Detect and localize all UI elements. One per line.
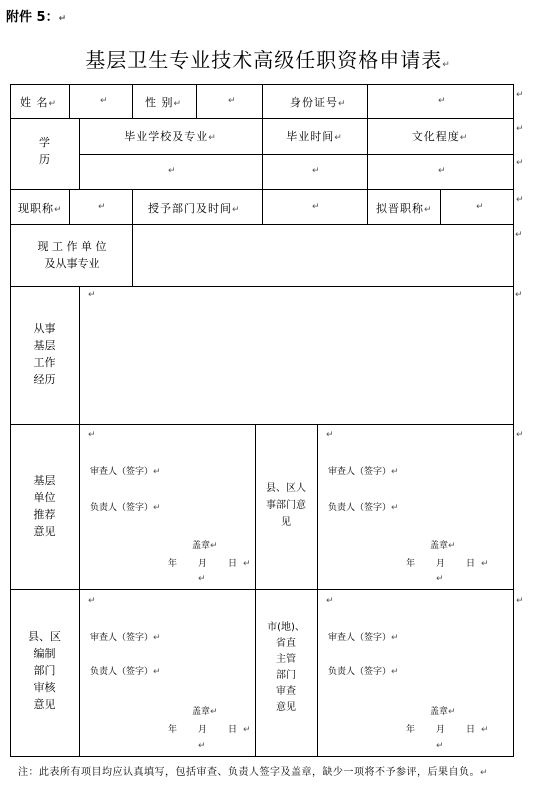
current-title-value[interactable]: ↵ — [98, 202, 106, 212]
granting-dept-value[interactable]: ↵ — [312, 202, 320, 212]
work-experience-value[interactable]: ↵ — [88, 290, 96, 300]
hr-seal: 盖章↵ — [430, 541, 456, 551]
county-staffing-value[interactable]: ↵ — [88, 596, 96, 606]
proposed-title-value[interactable]: ↵ — [476, 202, 484, 212]
name-label: 姓 名↵ — [20, 96, 58, 109]
prov-date: 年 月 日↵ — [406, 725, 495, 735]
hr-reviewer-sign: 审查人（签字）↵ — [328, 467, 399, 477]
prov-reviewer-sign: 审查人（签字）↵ — [328, 633, 399, 643]
row2a-end-mark: ↵ — [516, 124, 524, 134]
unit-reviewer-sign: 审查人（签字）↵ — [90, 467, 161, 477]
page-title: 基层卫生专业技术高级任职资格申请表↵ — [85, 48, 451, 72]
attachment-label: 附件 5：↵ — [6, 10, 67, 25]
id-number-value[interactable]: ↵ — [438, 96, 446, 106]
row5-end-mark: ↵ — [515, 290, 523, 300]
unit-date: 年 月 日↵ — [168, 559, 257, 569]
school-major-value[interactable]: ↵ — [168, 166, 176, 176]
graduation-time-value[interactable]: ↵ — [312, 166, 320, 176]
gender-value[interactable]: ↵ — [228, 96, 236, 106]
name-value[interactable]: ↵ — [100, 96, 108, 106]
staffing-end-mark: ↵ — [198, 741, 206, 751]
prov-seal: 盖章↵ — [430, 707, 456, 717]
county-staffing-label: 县、区 编制 部门 审核 意见 — [28, 630, 61, 711]
graduation-time-header: 毕业时间↵ — [286, 130, 343, 143]
row1-end-mark: ↵ — [516, 90, 524, 100]
prov-end-mark: ↵ — [436, 741, 444, 751]
hr-date: 年 月 日↵ — [406, 559, 495, 569]
unit-recommendation-value[interactable]: ↵ — [88, 430, 96, 440]
work-unit-value[interactable]: ↵ — [515, 230, 523, 240]
county-hr-label: 县、区人 事部门意 见 — [266, 483, 306, 528]
row6-end-mark: ↵ — [516, 430, 524, 440]
provincial-review-label: 市(地)、 省直 主管 部门 审查 意见 — [267, 622, 305, 713]
education-level-value[interactable]: ↵ — [438, 166, 446, 176]
work-experience-label: 从事 基层 工作 经历 — [33, 322, 56, 386]
prov-responsible-sign: 负责人（签字）↵ — [328, 667, 399, 677]
provincial-review-value[interactable]: ↵ — [326, 596, 334, 606]
school-major-header: 毕业学校及专业↵ — [124, 130, 217, 143]
current-title-label: 现职称↵ — [18, 202, 63, 215]
staffing-date: 年 月 日↵ — [168, 725, 257, 735]
proposed-title-label: 拟晋职称↵ — [376, 202, 433, 215]
work-unit-label: 现 工 作 单 位 及从事专业 — [37, 240, 107, 270]
row2b-end-mark: ↵ — [516, 158, 524, 168]
gender-label: 性 别↵ — [145, 96, 183, 109]
unit-responsible-sign: 负责人（签字）↵ — [90, 503, 161, 513]
education-label: 学 历 — [39, 136, 50, 166]
county-hr-value[interactable]: ↵ — [326, 430, 334, 440]
hr-end-mark: ↵ — [436, 574, 444, 584]
staffing-seal: 盖章↵ — [192, 707, 218, 717]
id-number-label: 身份证号↵ — [290, 96, 347, 109]
row3-end-mark: ↵ — [516, 195, 524, 205]
row7-end-mark: ↵ — [516, 596, 524, 606]
education-level-header: 文化程度↵ — [411, 130, 469, 143]
footnote: 注：此表所有项目均应认真填写，包括审查、负责人签字及盖章，缺少一项将不予参评，后果自负。↵ — [18, 767, 489, 778]
granting-dept-label: 授予部门及时间↵ — [148, 202, 241, 215]
unit-end-mark: ↵ — [198, 574, 206, 584]
unit-recommendation-label: 基层 单位 推荐 意见 — [33, 474, 56, 538]
staffing-reviewer-sign: 审查人（签字）↵ — [90, 633, 161, 643]
staffing-responsible-sign: 负责人（签字）↵ — [90, 667, 161, 677]
unit-seal: 盖章↵ — [192, 541, 218, 551]
hr-responsible-sign: 负责人（签字）↵ — [328, 503, 399, 513]
